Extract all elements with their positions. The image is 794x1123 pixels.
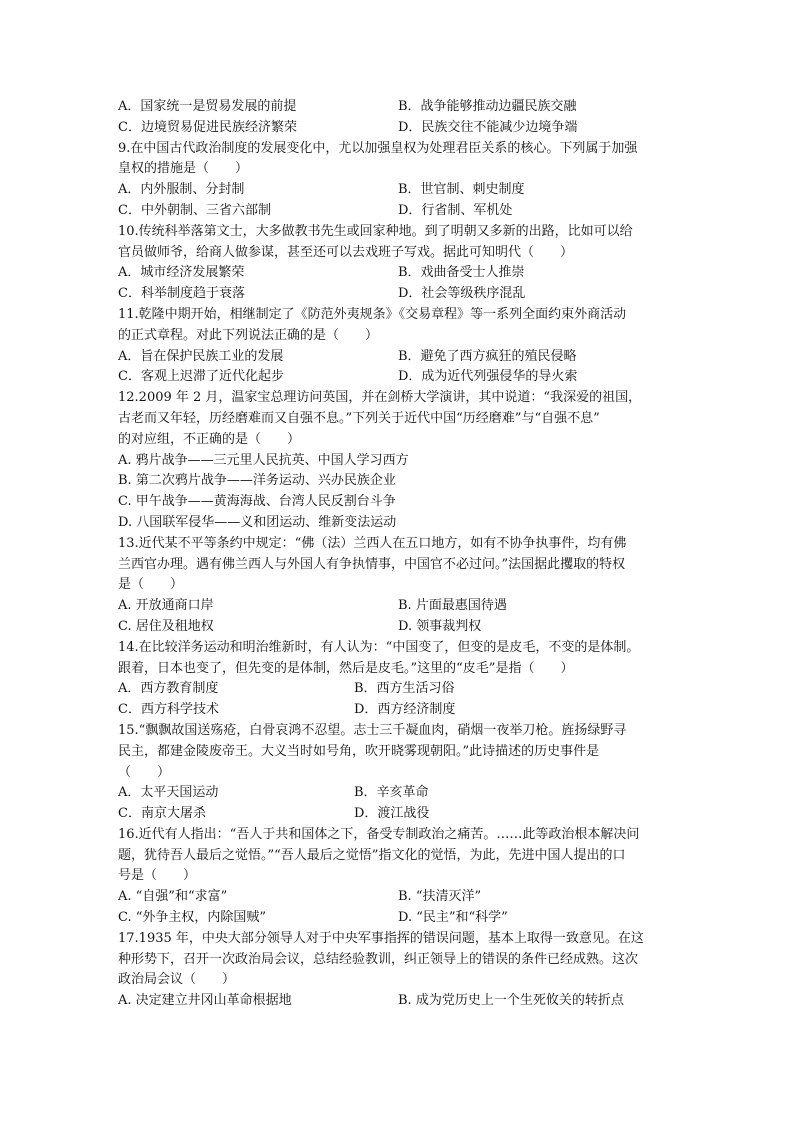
q13-option-a[interactable]: A. 开放通商口岸 [118,598,214,614]
question-14 [118,638,680,721]
q11-stem-line: 的正式章程。对此下列说法正确的是（ ） [118,327,379,343]
q10-stem-line: 官员做师爷，给商人做参谋，甚至还可以去戏班子写戏。据此可知明代（ ） [118,244,574,260]
q9-option-d[interactable]: D．行省制、军机处 [398,202,513,218]
q15-option-a[interactable]: A．太平天国运动 [118,785,219,801]
question-9 [118,139,680,222]
q10-option-a[interactable]: A．城市经济发展繁荣 [118,265,245,281]
q14-stem-line: 14.在比较洋务运动和明治维新时，有人认为：“中国变了，但变的是皮毛，不变的是体制。 [118,639,640,655]
q12-stem-line: 古老而又年轻，历经磨难而又自强不息。”下列关于近代中国“历经磨难”与“自强不息” [118,410,600,426]
q17-stem-line: 种形势下，召开一次政治局会议，总结经验教训，纠正领导上的错误的条件已经成熟。这次 [118,951,639,967]
q12-option-b[interactable]: B. 第二次鸦片战争——洋务运动、兴办民族企业 [118,473,396,489]
q12-option-a[interactable]: A. 鸦片战争——三元里人民抗英、中国人学习西方 [118,452,409,468]
question-16 [118,825,680,929]
q10-option-b[interactable]: B．戏曲备受士人推崇 [398,265,525,281]
q9-option-b[interactable]: B．世官制、刺史制度 [398,182,525,198]
q10-stem-line: 10.传统科举落第文士，大多做教书先生或回家种地。到了明朝又多新的出路，比如可以给 [118,223,633,239]
q13-stem-line: 兰西官办理。遇有佛兰西人与外国人有争执情事，中国官不必过问。”法国据此攫取的特权 [118,556,626,572]
q9-stem-line: 9.在中国古代政治制度的发展变化中，尤以加强皇权为处理君臣关系的核心。下列属于加强 [118,140,638,156]
exam-page [118,97,680,1012]
q13-option-b[interactable]: B. 片面最惠国待遇 [398,598,507,614]
q13-stem-line: 是（ ） [118,577,184,593]
q12-option-c[interactable]: C. 甲午战争——黄海海战、台湾人民反割台斗争 [118,494,396,510]
q15-stem-line: 民主，都建金陵废帝王。大义当时如号角，吹开晓雾现朝阳。”此诗描述的历史事件是 [118,743,600,759]
q9-option-a[interactable]: A．内外服制、分封制 [118,182,245,198]
q13-option-d[interactable]: D. 领事裁判权 [398,618,482,634]
q12-stem-line: 的对应组，不正确的是（ ） [118,431,301,447]
q17-option-b[interactable]: B. 成为党历史上一个生死攸关的转折点 [398,993,624,1009]
q16-stem-line: 16.近代有人指出：“吾人于共和国体之下，备受专制政治之痛苦。……此等政治根本解决问 [118,826,640,842]
q11-option-b[interactable]: B．避免了西方疯狂的殖民侵略 [398,348,577,364]
q15-option-b[interactable]: B．辛亥革命 [354,785,429,801]
q15-option-c[interactable]: C．南京大屠杀 [118,806,206,822]
q11-option-a[interactable]: A．旨在保护民族工业的发展 [118,348,284,364]
q9-stem-line: 皇权的措施是（ ） [118,161,249,177]
q16-option-d[interactable]: D. “民主”和“科学” [398,910,508,926]
q16-stem-line: 题，犹待吾人最后之觉悟。”“吾人最后之觉悟”指文化的觉悟，为此，先进中国人提出的口 [118,847,626,863]
q16-option-a[interactable]: A. “自强”和“求富” [118,889,228,905]
question-17 [118,929,680,1012]
q14-option-b[interactable]: B．西方生活习俗 [354,681,455,697]
q16-stem-line: 号是（ ） [118,868,197,884]
q15-stem-line: 15.“飘飘故国送殇疮，白骨哀鸿不忍望。志士三千凝血肉，硝烟一夜举刀枪。旌扬绿野寻 [118,722,627,738]
question-12 [118,388,680,534]
q8-option-c[interactable]: C．边境贸易促进民族经济繁荣 [118,119,297,135]
q16-option-b[interactable]: B. “扶清灭洋” [398,889,482,905]
q8-option-b[interactable]: B．战争能够推动边疆民族交融 [398,99,577,114]
q9-option-c[interactable]: C．中外朝制、三省六部制 [118,202,271,218]
q15-stem-line: （ ） [118,764,171,780]
q16-option-c[interactable]: C. “外争主权，内除国贼” [118,910,267,926]
q11-option-d[interactable]: D．成为近代列强侵华的导火索 [398,369,578,385]
q14-option-d[interactable]: D．西方经济制度 [354,702,456,718]
q14-option-a[interactable]: A．西方教育制度 [118,681,219,697]
question-15 [118,721,680,825]
q10-option-d[interactable]: D．社会等级秩序混乱 [398,286,526,302]
question-11 [118,305,680,388]
q13-stem-line: 13.近代某不平等条约中规定：“佛（法）兰西人在五口地方，如有不协争执事件，均有佛 [118,535,627,551]
question-13 [118,534,680,638]
q11-option-c[interactable]: C．客观上迟滞了近代化起步 [118,369,284,385]
q17-stem-line: 政治局会议（ ） [118,972,236,988]
q17-stem-line: 17.1935 年，中央大部分领导人对于中央军事指挥的错误问题，基本上取得一致意见。在这 [118,930,644,946]
q8-option-d[interactable]: D．民族交往不能减少边境争端 [398,119,578,135]
q11-stem-line: 11.乾隆中期开始，相继制定了《防范外夷规条》《交易章程》等一系列全面约束外商活动 [118,306,627,322]
q12-stem-line: 12.2009 年 2 月，温家宝总理访问英国，并在剑桥大学演讲，其中说道：“我深爱的祖国， [118,390,642,406]
question-10 [118,222,680,305]
q14-option-c[interactable]: C．西方科学技术 [118,702,219,718]
question-8 [118,97,680,139]
q14-stem-line: 跟着，日本也变了，但先变的是体制，然后是皮毛。”这里的“皮毛”是指（ ） [118,660,574,676]
q8-option-a[interactable]: A．国家统一是贸易发展的前提 [118,99,297,114]
q10-option-c[interactable]: C．科举制度趋于衰落 [118,286,245,302]
q12-option-d[interactable]: D. 八国联军侵华——义和团运动、维新变法运动 [118,514,397,530]
q13-option-c[interactable]: C. 居住及租地权 [118,618,214,634]
q15-option-d[interactable]: D．渡江战役 [354,806,430,822]
q17-option-a[interactable]: A. 决定建立井冈山革命根据地 [118,993,292,1009]
